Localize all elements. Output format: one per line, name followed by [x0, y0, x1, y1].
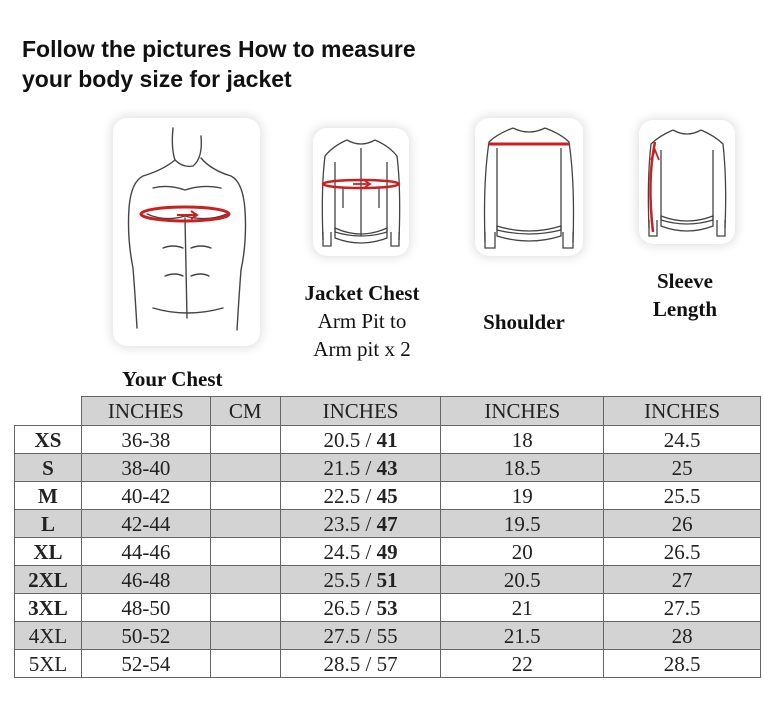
chest-cm-cell	[210, 454, 280, 482]
jacket-chest-cell	[280, 566, 441, 594]
jacket-shoulder-icon	[475, 118, 583, 256]
table-row	[15, 650, 761, 678]
size-label: M	[15, 482, 82, 510]
torso-chest-icon	[113, 118, 260, 346]
chest-inches-cell: 40-42	[81, 482, 210, 510]
header-blank-cell	[15, 397, 82, 426]
chest-inches-cell: 48-50	[81, 594, 210, 622]
chest-cm-cell	[210, 426, 280, 454]
caption-jacket-chest	[286, 279, 438, 363]
sleeve-cell: 28.5	[604, 650, 761, 678]
size-label: 3XL	[15, 594, 82, 622]
header-sleeve-inches: INCHES	[604, 397, 761, 426]
jacket-chest-cell	[280, 426, 441, 454]
jacket-chest-half: 23.5 /	[323, 511, 377, 536]
size-label: L	[15, 510, 82, 538]
title-line-1: Follow the pictures How to measure	[22, 36, 416, 62]
shoulder-cell: 21	[441, 594, 604, 622]
sleeve-cell: 24.5	[604, 426, 761, 454]
jacket-chest-full: 53	[376, 595, 398, 620]
jacket-chest-half: 28.5 / 57	[323, 651, 398, 676]
table-row	[15, 426, 761, 454]
chest-inches-cell: 38-40	[81, 454, 210, 482]
jacket-chest-icon	[313, 128, 409, 256]
shoulder-cell: 18.5	[441, 454, 604, 482]
table-row	[15, 482, 761, 510]
jacket-chest-half: 27.5 / 55	[323, 623, 398, 648]
caption-shoulder	[460, 308, 588, 336]
table-row	[15, 622, 761, 650]
chest-cm-cell	[210, 482, 280, 510]
title-line-2: your body size for jacket	[22, 66, 292, 92]
page-title	[22, 34, 416, 94]
sleeve-cell: 27.5	[604, 594, 761, 622]
jacket-chest-half: 26.5 /	[323, 595, 377, 620]
caption-sleeve-line2: Length	[652, 297, 718, 321]
chest-cm-cell	[210, 622, 280, 650]
caption-shoulder-text: Shoulder	[483, 310, 565, 334]
sleeve-cell: 27	[604, 566, 761, 594]
chest-cm-cell	[210, 510, 280, 538]
header-chest-inches: INCHES	[81, 397, 210, 426]
jacket-chest-cell	[280, 454, 441, 482]
caption-jacket-chest-line3: Arm pit x 2	[313, 337, 411, 361]
jacket-chest-half: 25.5 /	[323, 567, 377, 592]
jacket-chest-half: 24.5 /	[323, 539, 377, 564]
jacket-chest-half: 21.5 /	[323, 455, 377, 480]
jacket-chest-cell	[280, 650, 441, 678]
jacket-chest-full: 47	[376, 511, 398, 536]
chest-inches-cell: 44-46	[81, 538, 210, 566]
shoulder-cell: 21.5	[441, 622, 604, 650]
caption-jacket-chest-line2: Arm Pit to	[317, 309, 407, 333]
shoulder-cell: 19.5	[441, 510, 604, 538]
size-label: XL	[15, 538, 82, 566]
chest-inches-cell: 46-48	[81, 566, 210, 594]
jacket-chest-cell	[280, 482, 441, 510]
jacket-chest-cell	[280, 538, 441, 566]
jacket-chest-cell	[280, 594, 441, 622]
table-row	[15, 510, 761, 538]
caption-jacket-chest-title: Jacket Chest	[304, 281, 420, 305]
size-label: 2XL	[15, 566, 82, 594]
shoulder-cell: 19	[441, 482, 604, 510]
shoulder-cell: 20.5	[441, 566, 604, 594]
jacket-chest-half: 20.5 /	[323, 427, 377, 452]
sleeve-cell: 25	[604, 454, 761, 482]
chest-inches-cell: 36-38	[81, 426, 210, 454]
shoulder-cell: 18	[441, 426, 604, 454]
chest-inches-cell: 52-54	[81, 650, 210, 678]
jacket-chest-cell	[280, 510, 441, 538]
size-label: XS	[15, 426, 82, 454]
caption-your-chest: Your Chest	[122, 367, 223, 391]
chest-cm-cell	[210, 650, 280, 678]
chest-cm-cell	[210, 566, 280, 594]
chest-cm-cell	[210, 538, 280, 566]
caption-sleeve-line1: Sleeve	[657, 269, 713, 293]
table-row	[15, 538, 761, 566]
caption-sleeve-length	[628, 267, 742, 323]
shoulder-cell: 20	[441, 538, 604, 566]
shoulder-cell: 22	[441, 650, 604, 678]
size-label: S	[15, 454, 82, 482]
sleeve-cell: 25.5	[604, 482, 761, 510]
header-jacket-chest-inches: INCHES	[280, 397, 441, 426]
jacket-sleeve-icon	[639, 120, 735, 244]
sleeve-cell: 26	[604, 510, 761, 538]
jacket-chest-full: 43	[376, 455, 398, 480]
jacket-chest-full: 41	[376, 427, 398, 452]
chest-cm-cell	[210, 594, 280, 622]
jacket-chest-full: 45	[376, 483, 398, 508]
table-header-row	[15, 397, 761, 426]
table-row	[15, 594, 761, 622]
header-shoulder-inches: INCHES	[441, 397, 604, 426]
jacket-chest-full: 51	[376, 567, 398, 592]
sleeve-cell: 26.5	[604, 538, 761, 566]
table-row	[15, 566, 761, 594]
size-label: 5XL	[15, 650, 82, 678]
chest-inches-cell: 42-44	[81, 510, 210, 538]
header-chest-cm: CM	[210, 397, 280, 426]
chest-inches-cell: 50-52	[81, 622, 210, 650]
size-chart-table	[14, 396, 761, 678]
size-label: 4XL	[15, 622, 82, 650]
jacket-chest-cell	[280, 622, 441, 650]
sleeve-cell: 28	[604, 622, 761, 650]
table-row	[15, 454, 761, 482]
jacket-chest-full: 49	[376, 539, 398, 564]
jacket-chest-half: 22.5 /	[323, 483, 377, 508]
